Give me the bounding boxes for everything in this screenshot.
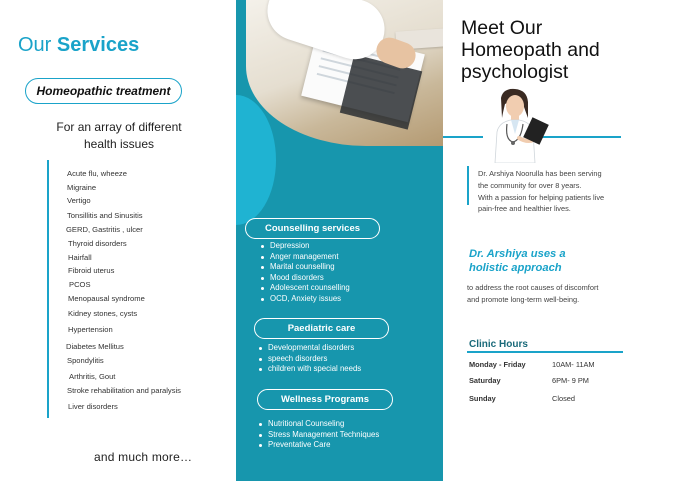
hours-day: Sunday [469,394,496,403]
programs-panel [236,0,443,481]
homeopathic-treatment-label: Homeopathic treatment [25,78,182,104]
condition-item: Stroke rehabilitation and paralysis [67,386,181,395]
doctor-illustration [483,88,551,163]
paediatric-item: speech disorders [259,354,361,365]
approach-description [467,282,642,305]
bio-line: Dr. Arshiya Noorulla has been serving [478,169,602,178]
doctor-panel [443,0,680,481]
condition-item: Hairfall [68,253,92,262]
wellness-list [259,419,379,451]
bio-accent-bar [467,166,469,205]
condition-item: Fibroid uterus [68,266,115,275]
paediatric-item: Developmental disorders [259,343,361,354]
hours-time: 10AM- 11AM [552,360,595,369]
condition-item: Spondylitis [67,356,104,365]
condition-item: Vertigo [67,196,91,205]
conditions-accent-bar [47,160,49,418]
bio-line: the community for over 8 years. [478,180,582,190]
condition-item: PCOS [69,280,91,289]
much-more-text: and much more… [94,450,193,464]
services-panel [0,0,236,481]
condition-item: Menopausal syndrome [68,294,145,303]
hours-day: Saturday [469,376,501,385]
counselling-item: Mood disorders [261,273,350,284]
approach-heading-line: holistic approach [469,262,562,274]
services-intro-line: For an array of different [56,120,182,134]
counselling-item: Depression [261,241,350,252]
holistic-approach-heading [469,247,629,275]
condition-item: Kidney stones, cysts [68,309,138,318]
condition-item: Tonsillitis and Sinusitis [67,211,143,220]
wellness-item: Preventative Care [259,440,379,451]
counselling-item: Adolescent counselling [261,283,350,294]
condition-item: Arthritis, Gout [69,372,116,381]
services-intro-line: health issues [83,137,155,151]
paediatric-item: children with special needs [259,364,361,375]
condition-item: GERD, Gastritis , ulcer [66,225,143,234]
counselling-item: Anger management [261,252,350,263]
condition-item: Liver disorders [68,402,118,411]
wellness-item: Nutritional Counseling [259,419,379,430]
paediatric-list [259,343,361,375]
wellness-item: Stress Management Techniques [259,430,379,441]
doctor-bio [478,168,648,215]
meet-title-line: Homeopath and [461,39,600,61]
condition-item: Diabetes Mellitus [66,342,124,351]
meet-doctor-title [461,17,671,83]
bio-line: pain-free and healthier lives. [478,204,571,214]
services-title-prefix: Our [18,34,52,56]
condition-item: Hypertension [68,325,113,334]
condition-item: Acute flu, wheeze [67,169,127,178]
clinic-hours-divider [467,351,623,353]
condition-item: Migraine [67,183,97,192]
approach-heading-line: Dr. Arshiya uses a [469,248,566,260]
meet-title-line: Meet Our [461,17,543,39]
hours-day: Monday - Friday [469,360,526,369]
services-intro [34,119,204,153]
counselling-item: Marital counselling [261,262,350,273]
condition-item: Thyroid disorders [68,239,127,248]
hours-time: Closed [552,394,576,403]
doctor-writing-photo [246,0,443,146]
services-title-bold: Services [56,34,140,56]
counselling-services-heading: Counselling services [245,218,380,239]
divider-line-left [443,136,483,138]
counselling-item: OCD, Anxiety issues [261,294,350,305]
bio-line: With a passion for helping patients live [478,192,605,202]
approach-description-line: and promote long-term well-being. [467,294,580,304]
wellness-programs-heading: Wellness Programs [257,389,393,410]
approach-description-line: to address the root causes of discomfort [467,283,599,292]
meet-title-line: psychologist [461,61,569,83]
services-title [18,34,139,57]
paediatric-care-heading: Paediatric care [254,318,389,339]
clinic-hours-title: Clinic Hours [469,339,528,350]
hours-time: 6PM- 9 PM [552,376,589,385]
counselling-list [261,241,350,305]
